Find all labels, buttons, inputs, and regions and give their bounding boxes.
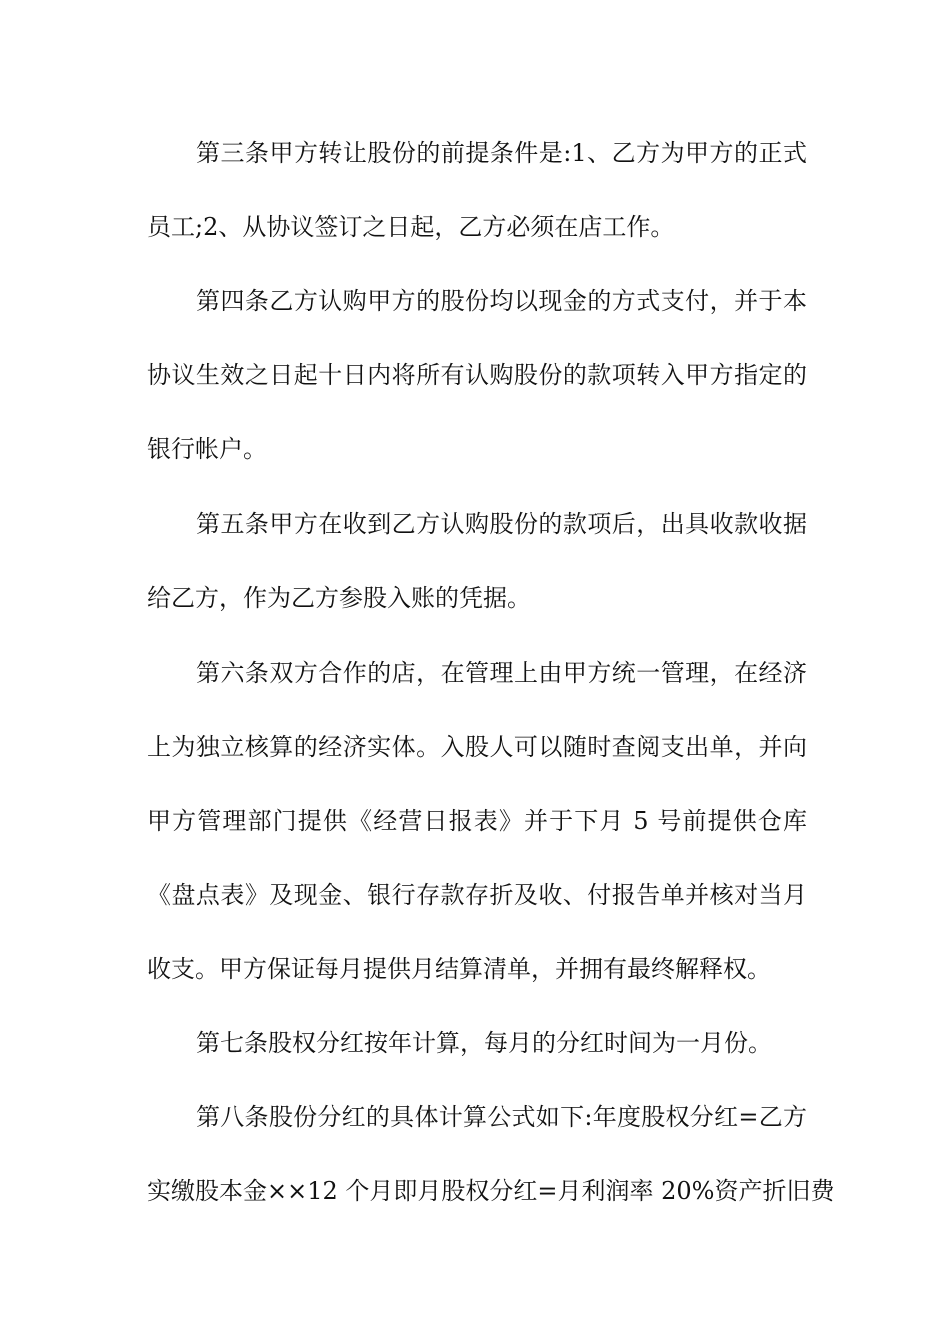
clause-4-line-1: 第四条乙方认购甲方的股份均以现金的方式支付，并于本 — [196, 287, 807, 315]
clause-8-line-2: 实缴股本金××12 个月即月股权分红=月利润率 20%资产折旧费 — [147, 1177, 835, 1205]
clause-7-line-1: 第七条股权分红按年计算，每月的分红时间为一月份。 — [196, 1029, 772, 1057]
clause-4-line-2: 协议生效之日起十日内将所有认购股份的款项转入甲方指定的 — [147, 361, 807, 389]
clause-6-line-1: 第六条双方合作的店，在管理上由甲方统一管理，在经济 — [196, 659, 807, 687]
clause-6-line-2: 上为独立核算的经济实体。入股人可以随时查阅支出单，并向 — [147, 733, 807, 761]
clause-5-line-2: 给乙方，作为乙方参股入账的凭据。 — [147, 584, 531, 612]
clause-6-line-5: 收支。甲方保证每月提供月结算清单，并拥有最终解释权。 — [147, 955, 771, 983]
clause-6-line-4: 《盘点表》及现金、银行存款存折及收、付报告单并核对当月 — [147, 881, 807, 909]
clause-6-line-3: 甲方管理部门提供《经营日报表》并于下月 5 号前提供仓库 — [147, 807, 807, 835]
clause-8-line-1: 第八条股份分红的具体计算公式如下:年度股权分红=乙方 — [196, 1103, 807, 1131]
clause-4-line-3: 银行帐户。 — [147, 435, 267, 463]
clause-3-line-1: 第三条甲方转让股份的前提条件是:1、乙方为甲方的正式 — [196, 139, 807, 167]
clause-5-line-1: 第五条甲方在收到乙方认购股份的款项后，出具收款收据 — [196, 510, 807, 538]
clause-3-line-2: 员工;2、从协议签订之日起，乙方必须在店工作。 — [147, 213, 675, 241]
